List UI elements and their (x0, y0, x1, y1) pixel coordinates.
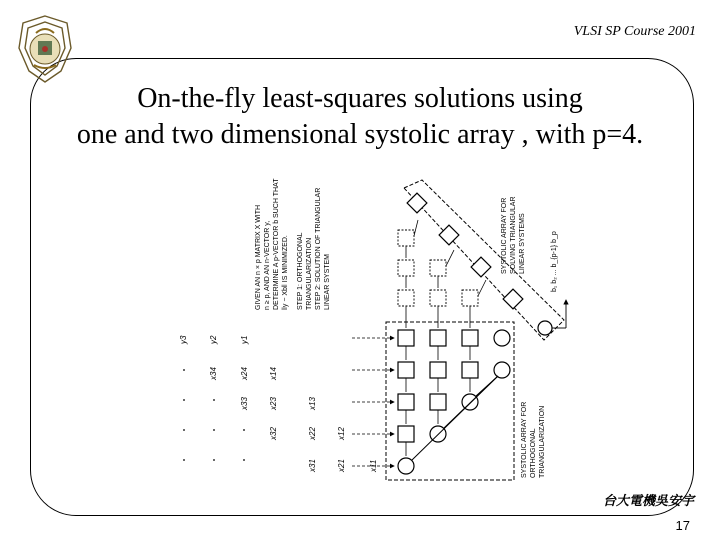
linear-array-label: LINEAR SYSTEMS (519, 213, 526, 274)
input-label: x13 (308, 397, 317, 410)
linear-cell (503, 289, 523, 309)
internal-cell (398, 426, 414, 442)
problem-line: LINEAR SYSTEM (324, 253, 331, 310)
input-label: x23 (269, 397, 278, 410)
systolic-array-figure (172, 170, 572, 488)
input-label: x32 (269, 427, 278, 440)
author-name: 台大電機吳安宇 (602, 494, 694, 509)
internal-cell (430, 394, 446, 410)
input-label: x11 (369, 459, 378, 472)
input-columns (179, 335, 378, 473)
internal-cell (430, 362, 446, 378)
diagonal-links (412, 376, 498, 460)
course-header: VLSI SP Course 2001 (573, 24, 696, 39)
input-dots (183, 369, 245, 461)
problem-statement (255, 178, 331, 310)
page-number: 17 (675, 518, 690, 533)
triangular-array (398, 330, 510, 474)
linear-cell (439, 225, 459, 245)
boundary-cell (462, 394, 478, 410)
triangular-array-label: TRIANGULARIZATION (539, 405, 546, 478)
input-label: x24 (240, 367, 249, 380)
input-label: y1 (240, 335, 249, 344)
input-label: y2 (209, 335, 218, 344)
internal-cell (398, 394, 414, 410)
input-label: x14 (269, 367, 278, 380)
input-label: x12 (337, 427, 346, 440)
input-label: x31 (308, 459, 317, 472)
internal-cell (398, 362, 414, 378)
input-label: x22 (308, 427, 317, 440)
input-label: x33 (240, 397, 249, 410)
slide-title-line-2: one and two dimensional systolic array , with p=4. (76, 119, 644, 150)
problem-line: GIVEN AN n × p MATRIX X WITH (255, 204, 262, 310)
problem-line: ‖y − Xb‖ IS MINIMIZED. (282, 235, 289, 310)
university-seal-logo (14, 13, 76, 85)
boundary-cell (494, 362, 510, 378)
linear-cell (407, 193, 427, 213)
vertical-links (406, 246, 470, 456)
linear-cell (471, 257, 491, 277)
linear-array-label: SOLVING TRIANGULAR (510, 196, 517, 274)
internal-cell (430, 330, 446, 346)
internal-cell (462, 362, 478, 378)
boundary-cell (398, 458, 414, 474)
problem-line: n ≥ p, AND AN n-VECTOR y, (264, 220, 271, 310)
boundary-cell (494, 330, 510, 346)
internal-cell (398, 330, 414, 346)
problem-line: STEP 2: SOLUTION OF TRIANGULAR (315, 187, 322, 310)
linear-end-cell (538, 321, 552, 335)
delay-cells (398, 230, 478, 306)
slide-title-line-1: On-the-fly least-squares solutions using (137, 83, 583, 114)
linear-array-label: SYSTOLIC ARRAY FOR (501, 197, 508, 274)
problem-line: DETERMINE A p-VECTOR b SUCH THAT (273, 178, 280, 310)
input-label: y3 (179, 335, 188, 344)
triangular-array-label: ORTHOGONAL (530, 428, 537, 478)
input-arrows (352, 338, 394, 466)
triangular-array-label: SYSTOLIC ARRAY FOR (521, 401, 528, 478)
output-arrow (552, 300, 566, 328)
output-label: b₁ b₂ ... b_{p-1} b_p (551, 231, 558, 292)
input-label: x21 (337, 459, 346, 472)
internal-cell (462, 330, 478, 346)
problem-line: TRIANGULARIZATION (306, 237, 313, 310)
input-label: x34 (209, 367, 218, 380)
problem-line: STEP 1: ORTHOGONAL (297, 232, 304, 310)
